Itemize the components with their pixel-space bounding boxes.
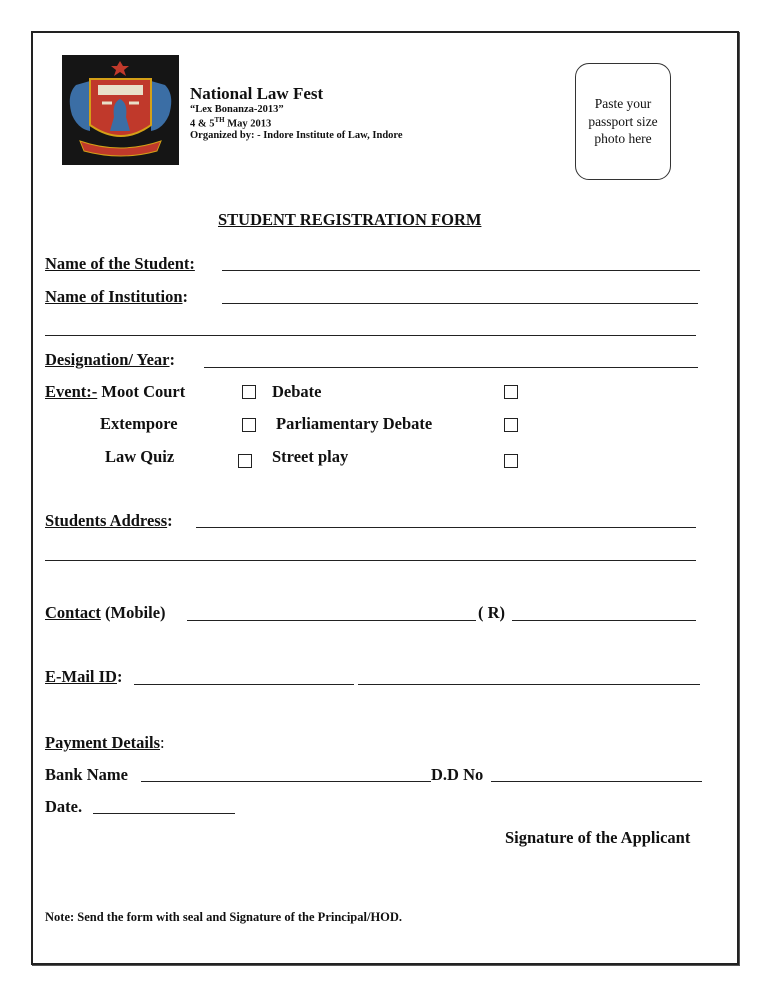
dd-no-field[interactable] xyxy=(491,781,702,782)
street-play-label: Street play xyxy=(272,447,349,466)
bank-name-label: Bank Name xyxy=(45,765,128,784)
law-quiz-label: Law Quiz xyxy=(105,447,175,466)
fest-name: National Law Fest xyxy=(190,84,324,103)
mobile-field[interactable] xyxy=(187,620,476,621)
parliamentary-debate-label: Parliamentary Debate xyxy=(276,414,433,433)
email-field[interactable] xyxy=(134,684,354,685)
email-field-2[interactable] xyxy=(358,684,700,685)
dd-no-label: D.D No xyxy=(431,765,484,784)
institution-field[interactable] xyxy=(222,303,698,304)
institution-label: Name of Institution: xyxy=(45,287,189,306)
residence-field[interactable] xyxy=(512,620,696,621)
fest-edition: “Lex Bonanza-2013” xyxy=(190,103,284,115)
student-name-label: Name of the Student: xyxy=(45,254,195,273)
residence-label: ( R) xyxy=(478,603,506,622)
event-label: Event:- Moot Court xyxy=(45,382,186,401)
address-field-2[interactable] xyxy=(45,560,696,561)
extempore-label: Extempore xyxy=(100,414,178,433)
fest-header xyxy=(190,84,403,142)
email-label: E-Mail ID: xyxy=(45,667,123,686)
date-label: Date. xyxy=(45,797,83,816)
law-quiz-checkbox[interactable] xyxy=(238,454,252,468)
designation-field[interactable] xyxy=(204,367,698,368)
moot-court-checkbox[interactable] xyxy=(242,385,256,399)
institution-field-2[interactable] xyxy=(45,335,696,336)
contact-label: Contact (Mobile) xyxy=(45,603,166,622)
institute-logo xyxy=(62,55,179,165)
form-title: STUDENT REGISTRATION FORM xyxy=(218,210,482,229)
extempore-checkbox[interactable] xyxy=(242,418,256,432)
fest-organizer: Organized by: - Indore Institute of Law, Indore xyxy=(190,130,403,142)
debate-checkbox[interactable] xyxy=(504,385,518,399)
payment-details-label: Payment Details: xyxy=(45,733,165,752)
date-field[interactable] xyxy=(93,813,235,814)
fest-date: 4 & 5TH May 2013 xyxy=(190,115,272,130)
student-name-field[interactable] xyxy=(222,270,700,271)
designation-label: Designation/ Year: xyxy=(45,350,176,369)
photo-box: Paste your passport size photo here xyxy=(575,63,671,180)
street-play-checkbox[interactable] xyxy=(504,454,518,468)
address-label: Students Address: xyxy=(45,511,173,530)
parliamentary-debate-checkbox[interactable] xyxy=(504,418,518,432)
signature-label: Signature of the Applicant xyxy=(505,828,691,847)
bank-name-field[interactable] xyxy=(141,781,431,782)
address-field[interactable] xyxy=(196,527,696,528)
note-text: Note: Send the form with seal and Signature of the Principal/HOD. xyxy=(45,910,403,924)
debate-label: Debate xyxy=(272,382,322,401)
